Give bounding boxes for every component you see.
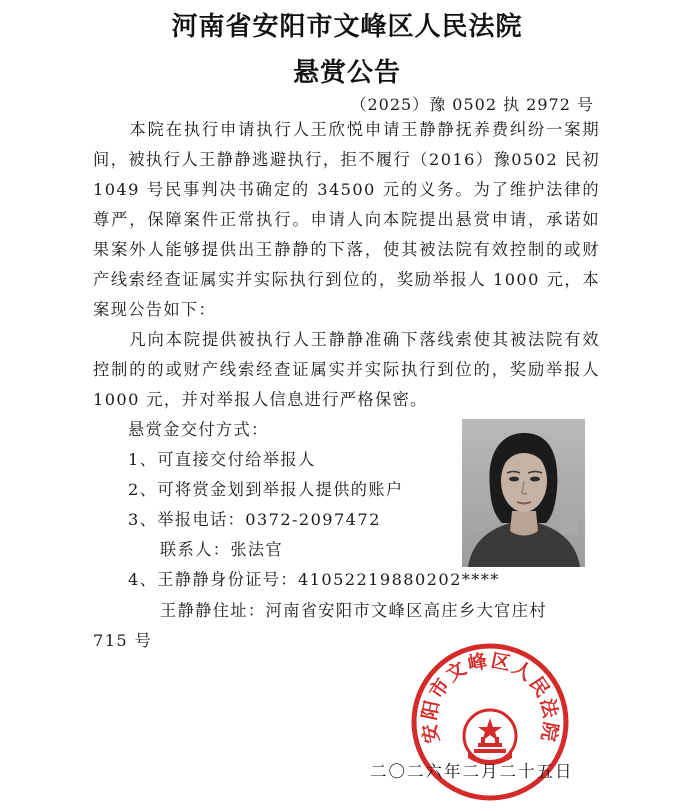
payment-item-2: 2、可将赏金划到举报人提供的账户 xyxy=(128,480,404,499)
issue-date: 二〇二六年二月二十五日 xyxy=(370,762,574,781)
body-paragraph-2 xyxy=(93,325,600,415)
document-title: 悬赏公告 xyxy=(292,58,401,88)
payment-item-1: 1、可直接交付给举报人 xyxy=(128,450,316,469)
payment-heading: 悬赏金交付方式： xyxy=(128,420,269,439)
body-paragraph-1-text: 本院在执行申请执行人王欣悦申请王静静抚养费纠纷一案期间，被执行人王静静逃避执行，拒不履行（2016）豫0502 民初 1049 号民事判决书确定的 34500 元的义务。为了维护法律的尊严，保障案件正常执行。申请人向本院提出悬赏申请，承诺如果案外人能够提供出王静静的下落，使其被法院有效控制的或财产线索经查证属实并实际执行到位的，奖励举报人 1000 元，本案现公告如下： xyxy=(93,120,600,319)
address-line-1: 王静静住址：河南省安阳市文峰区高庄乡大官庄村 xyxy=(160,601,547,620)
address-line-2: 715 号 xyxy=(93,631,153,650)
national-emblem-icon xyxy=(464,710,516,765)
contact-person: 联系人：张法官 xyxy=(160,540,284,559)
case-number: （2025）豫 0502 执 2972 号 xyxy=(350,95,594,114)
payment-item-4-id: 4、王静静身份证号：41052219880202**** xyxy=(128,570,500,589)
body-paragraph-1 xyxy=(93,115,600,325)
seal-text: 安阳市文峰区人民法院 xyxy=(418,649,562,745)
body-paragraph-2-text: 凡向本院提供被执行人王静静准确下落线索使其被法院有效控制的的或财产线索经查证属实并实际执行到位的，奖励举报人 1000 元，并对举报人信息进行严格保密。 xyxy=(93,330,600,409)
portrait-photo xyxy=(462,419,585,567)
court-name: 河南省安阳市文峰区人民法院 xyxy=(171,12,523,42)
payment-item-3-phone: 3、举报电话：0372-2097472 xyxy=(128,510,381,529)
